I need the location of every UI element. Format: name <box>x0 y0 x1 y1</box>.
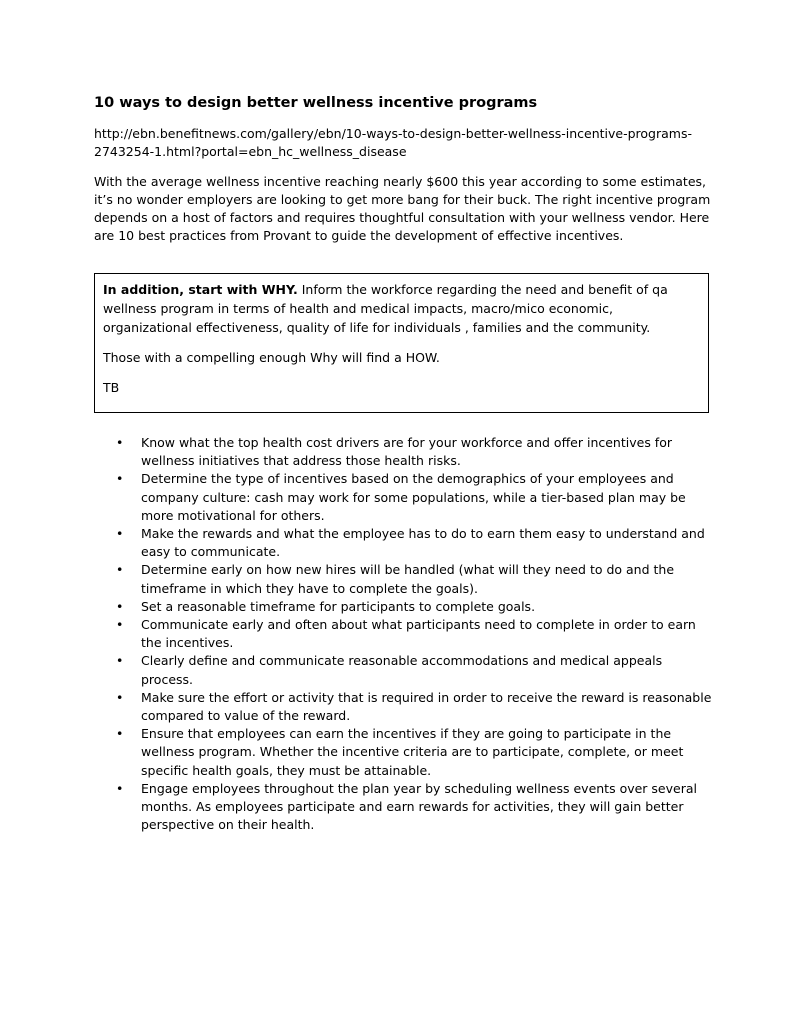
list-item-text: Make the rewards and what the employee has to do to earn them easy to understand and easy to communicate. <box>141 526 705 560</box>
bullet-icon: • <box>116 435 124 450</box>
list-item-text: Make sure the effort or activity that is required in order to receive the reward is reasonable compared to value of the reward. <box>141 689 712 724</box>
list-item <box>116 780 716 835</box>
list-item <box>116 689 716 725</box>
list-item-text: Determine early on how new hires will be handled (what will they need to do and the timeframe in which they have to complete the goals). <box>141 562 675 596</box>
callout-signature: TB <box>103 380 120 395</box>
bullet-icon: • <box>116 598 124 614</box>
list-item-text: Communicate early and often about what participants need to complete in order to earn the incentives. <box>141 617 696 651</box>
list-item <box>116 525 716 561</box>
callout-paragraph <box>103 280 700 337</box>
list-item <box>116 434 716 470</box>
list-item-text: Ensure that employees can earn the incentives if they are going to participate in the wellness program. Whether the incentive criteria are to participate, complete, or meet specific health goals, they must be attainable. <box>141 726 684 778</box>
list-item <box>116 652 716 688</box>
list-item <box>116 561 716 597</box>
bullet-icon: • <box>116 726 124 742</box>
bullet-icon: • <box>116 471 124 487</box>
list-item-text: Engage employees throughout the plan year by scheduling wellness events over several months. As employees participate and earn rewards for activities, they will gain better perspective on their health. <box>141 780 697 833</box>
list-item-text: Determine the type of incentives based on the demographics of your employees and company culture: cash may work for some populations, while a tier-based plan may be more motivational for others. <box>141 471 686 523</box>
list-item <box>116 598 716 616</box>
bullet-icon: • <box>116 780 124 796</box>
callout-lead-text: Inform the workforce regarding the need and benefit of qa wellness program in terms of health and medical impacts, macro/mico economic, organizational effectiveness, quality of life for individuals , families and the community. <box>103 282 668 335</box>
best-practices-list <box>94 434 716 834</box>
list-item-text: Know what the top health cost drivers are for your workforce and offer incentives for wellness initiatives that address those health risks. <box>141 435 672 469</box>
list-item <box>116 725 716 780</box>
bullet-icon: • <box>116 617 124 633</box>
bullet-icon: • <box>116 562 124 578</box>
callout-second-paragraph: Those with a compelling enough Why will find a HOW. <box>103 350 440 365</box>
intro-paragraph: With the average wellness incentive reaching nearly $600 this year according to some estimates, it’s no wonder employers are looking to get more bang for their buck. The right incentive program depends on a host of factors and requires thoughtful consultation with your wellness vendor. Here are 10 best practices from Provant to guide the development of effective incentives. <box>94 174 711 243</box>
list-item <box>116 470 716 525</box>
callout-lead-bold: In addition, start with WHY. <box>103 282 298 297</box>
list-item-text: Clearly define and communicate reasonable accommodations and medical appeals process. <box>141 653 663 687</box>
document-title: 10 ways to design better wellness incentive programs <box>94 95 538 111</box>
list-item <box>116 616 716 652</box>
bullet-icon: • <box>116 689 124 705</box>
bullet-icon: • <box>116 526 124 542</box>
list-item-text: Set a reasonable timeframe for participants to complete goals. <box>141 598 536 614</box>
document-page <box>94 92 714 834</box>
source-url: http://ebn.benefitnews.com/gallery/ebn/10-ways-to-design-better-wellness-incentive-programs-2743254-1.html?portal=ebn_hc_wellness_disease <box>94 126 692 159</box>
callout-box <box>94 273 709 413</box>
bullet-icon: • <box>116 653 124 669</box>
